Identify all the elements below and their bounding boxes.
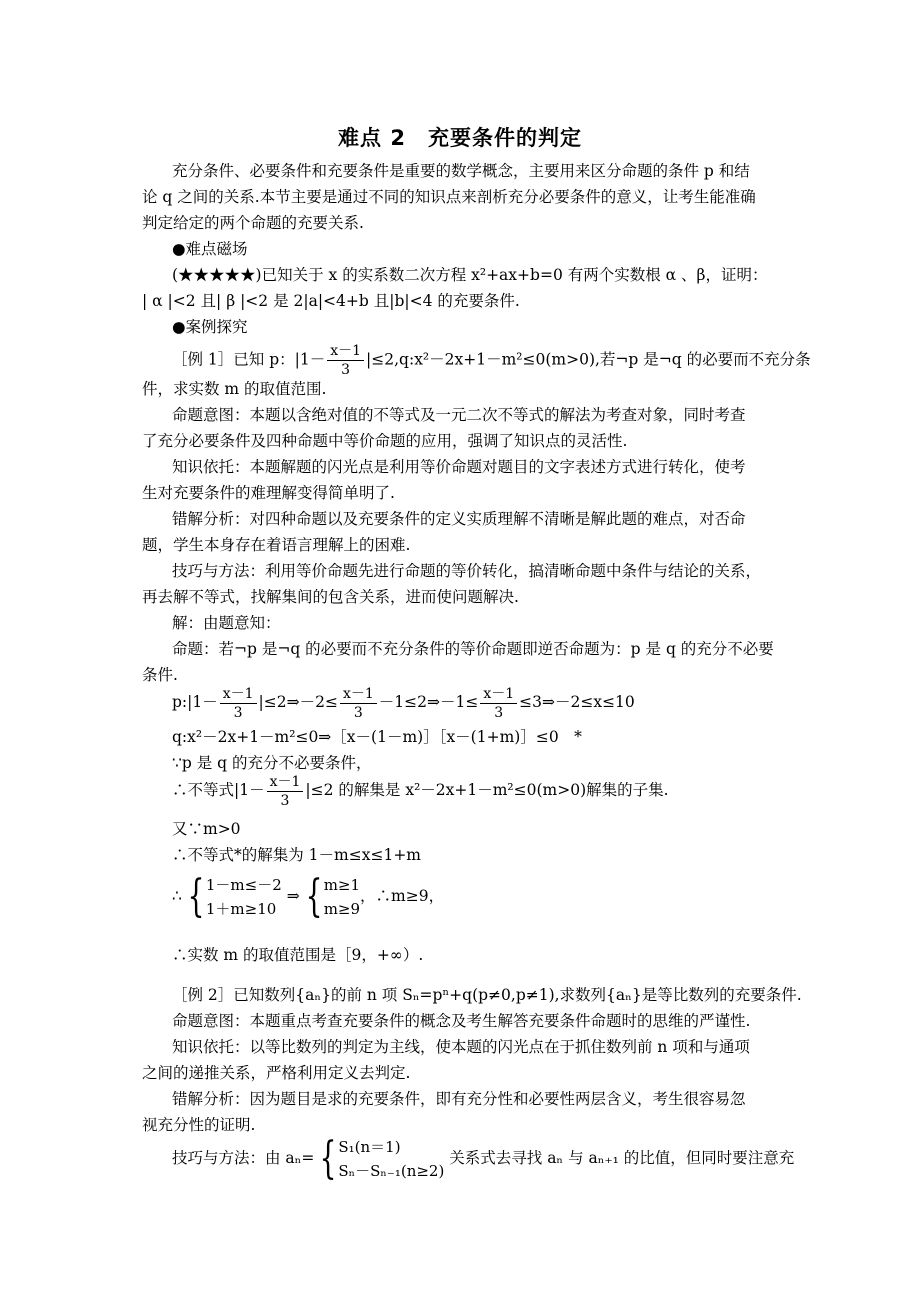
system-right bbox=[324, 873, 360, 921]
example-2-statement: ［例 2］已知数列{aₙ}的前 n 项 Sₙ=pⁿ+q(p≠0,p≠1),求数列{aₙ}是等比数列的充要条件. bbox=[172, 986, 802, 1004]
system-left bbox=[206, 873, 282, 921]
technique-line bbox=[172, 1130, 794, 1186]
technique-line-2: 再去解不等式，找解集间的包含关系，进而使问题解决. bbox=[142, 588, 519, 606]
fraction-numerator: x－1 bbox=[220, 685, 257, 704]
technique-line-1: 技巧与方法：利用等价命题先进行命题的等价转化，搞清晰命题中条件与结论的关系， bbox=[172, 562, 762, 580]
left-brace: { bbox=[319, 1133, 337, 1184]
section-heading: ●难点磁场 bbox=[172, 240, 248, 258]
fraction bbox=[480, 685, 517, 722]
range-line: ∴实数 m 的取值范围是［9，+∞）. bbox=[172, 946, 424, 964]
q-derivation: q:x²－2x+1－m²≤0⇒［x－(1－m)］［x－(1+m)］≤0 * bbox=[172, 728, 582, 746]
fraction-denominator: 3 bbox=[280, 792, 290, 809]
text-run: －1≤2⇒－1≤ bbox=[378, 693, 479, 711]
text-run: ∴ bbox=[172, 887, 182, 905]
text-run: ［例 1］已知 p：|1－ bbox=[172, 350, 326, 369]
error-line-2: 视充分性的证明. bbox=[142, 1116, 256, 1134]
section-heading: ●案例探究 bbox=[172, 318, 248, 336]
text-run: ≤3⇒－2≤x≤10 bbox=[519, 693, 635, 711]
system-row: 1－m≤－2 bbox=[205, 876, 282, 894]
inequality-system bbox=[172, 868, 444, 924]
knowledge-line-2: 生对充要条件的难理解变得简单明了. bbox=[142, 484, 395, 502]
example-1-line-2: 件，求实数 m 的取值范围. bbox=[142, 380, 327, 398]
piecewise-cases bbox=[338, 1135, 444, 1183]
page-title: 难点 2 充要条件的判定 bbox=[338, 126, 582, 150]
text-run: ∴不等式|1－ bbox=[172, 781, 265, 799]
knowledge-line-1: 知识依托：本题解题的闪光点是利用等价命题对题目的文字表述方式进行转化，使考 bbox=[172, 458, 746, 476]
proposition-line-1: 命题：若¬p 是¬q 的必要而不充分条件的等价命题即逆否命题为：p 是 q 的充分不必要 bbox=[172, 640, 774, 658]
error-line-1: 错解分析：对四种命题以及充要条件的定义实质理解不清晰是解此题的难点，对否命 bbox=[172, 510, 746, 528]
fraction bbox=[220, 685, 257, 722]
fraction bbox=[327, 342, 364, 379]
implies-arrow: ⇒ bbox=[286, 887, 300, 905]
intent-line: 命题意图：本题重点考查充要条件的概念及考生解答充要条件命题时的思维的严谨性. bbox=[172, 1012, 751, 1030]
system-row: 1＋m≥10 bbox=[205, 900, 277, 918]
case-row: S₁(n＝1) bbox=[338, 1138, 401, 1156]
text-run: |≤2,q:x²－2x+1－m²≤0(m>0),若¬p 是¬q 的必要而不充分条 bbox=[366, 350, 811, 369]
solution-heading: 解：由题意知： bbox=[172, 614, 281, 632]
text-run: p:|1－ bbox=[172, 693, 218, 711]
case-row: Sₙ－Sₙ₋₁(n≥2) bbox=[338, 1162, 445, 1180]
solution-set-line: ∴不等式*的解集为 1－m≤x≤1+m bbox=[172, 846, 421, 864]
knowledge-line-2: 之间的递推关系，严格利用定义去判定. bbox=[142, 1064, 411, 1082]
p-derivation bbox=[172, 682, 635, 722]
fraction-denominator: 3 bbox=[494, 704, 504, 721]
text-run: |≤2 的解集是 x²－2x+1－m²≤0(m>0)解集的子集. bbox=[305, 781, 669, 799]
left-brace: { bbox=[305, 871, 323, 922]
fraction-numerator: x－1 bbox=[327, 342, 364, 361]
fraction-numerator: x－1 bbox=[340, 685, 377, 704]
knowledge-line-1: 知识依托：以等比数列的判定为主线，使本题的闪光点在于抓住数列前 n 项和与通项 bbox=[172, 1038, 750, 1056]
problem-line-1: (★★★★★)已知关于 x 的实系数二次方程 x²+ax+b=0 有两个实数根 α 、β，证明： bbox=[172, 266, 768, 284]
fraction bbox=[340, 685, 377, 722]
problem-line-2: | α |<2 且| β |<2 是 2|a|<4+b 且|b|<4 的充要条件. bbox=[142, 292, 520, 310]
error-line-2: 题，学生本身存在着语言理解上的困难. bbox=[142, 536, 411, 554]
error-line-1: 错解分析：因为题目是求的充要条件，即有充分性和必要性两层含义，考生很容易忽 bbox=[172, 1090, 746, 1108]
intent-line-2: 了充分必要条件及四种命题中等价命题的应用，强调了知识点的灵活性. bbox=[142, 432, 628, 450]
intro-line-3: 判定给定的两个命题的充要关系. bbox=[142, 214, 364, 232]
proposition-line-2: 条件. bbox=[142, 666, 178, 684]
text-run: |≤2⇒－2≤ bbox=[258, 693, 338, 711]
text-run: 关系式去寻找 aₙ 与 aₙ₊₁ 的比值，但同时要注意充 bbox=[449, 1149, 795, 1167]
since-line: ∵p 是 q 的充分不必要条件， bbox=[172, 754, 372, 772]
fraction-denominator: 3 bbox=[341, 362, 351, 378]
fraction-numerator: x－1 bbox=[480, 685, 517, 704]
intro-line-1: 充分条件、必要条件和充要条件是重要的数学概念，主要用来区分命题的条件 p 和结 bbox=[172, 162, 750, 180]
text-run: ，∴m≥9， bbox=[360, 887, 445, 905]
also-line: 又∵m>0 bbox=[172, 820, 241, 838]
subset-line bbox=[172, 770, 669, 810]
fraction bbox=[267, 773, 304, 810]
system-row: m≥9 bbox=[323, 900, 361, 918]
fraction-denominator: 3 bbox=[353, 704, 363, 721]
fraction-denominator: 3 bbox=[233, 704, 243, 721]
system-row: m≥1 bbox=[323, 876, 361, 894]
example-1-statement bbox=[172, 342, 811, 379]
intro-line-2: 论 q 之间的关系.本节主要是通过不同的知识点来剖析充分必要条件的意义，让考生能准确 bbox=[142, 188, 756, 206]
text-run: 技巧与方法：由 aₙ= bbox=[172, 1149, 315, 1167]
fraction-numerator: x－1 bbox=[267, 773, 304, 792]
left-brace: { bbox=[187, 871, 205, 922]
intent-line-1: 命题意图：本题以含绝对值的不等式及一元二次不等式的解法为考查对象，同时考查 bbox=[172, 406, 746, 424]
